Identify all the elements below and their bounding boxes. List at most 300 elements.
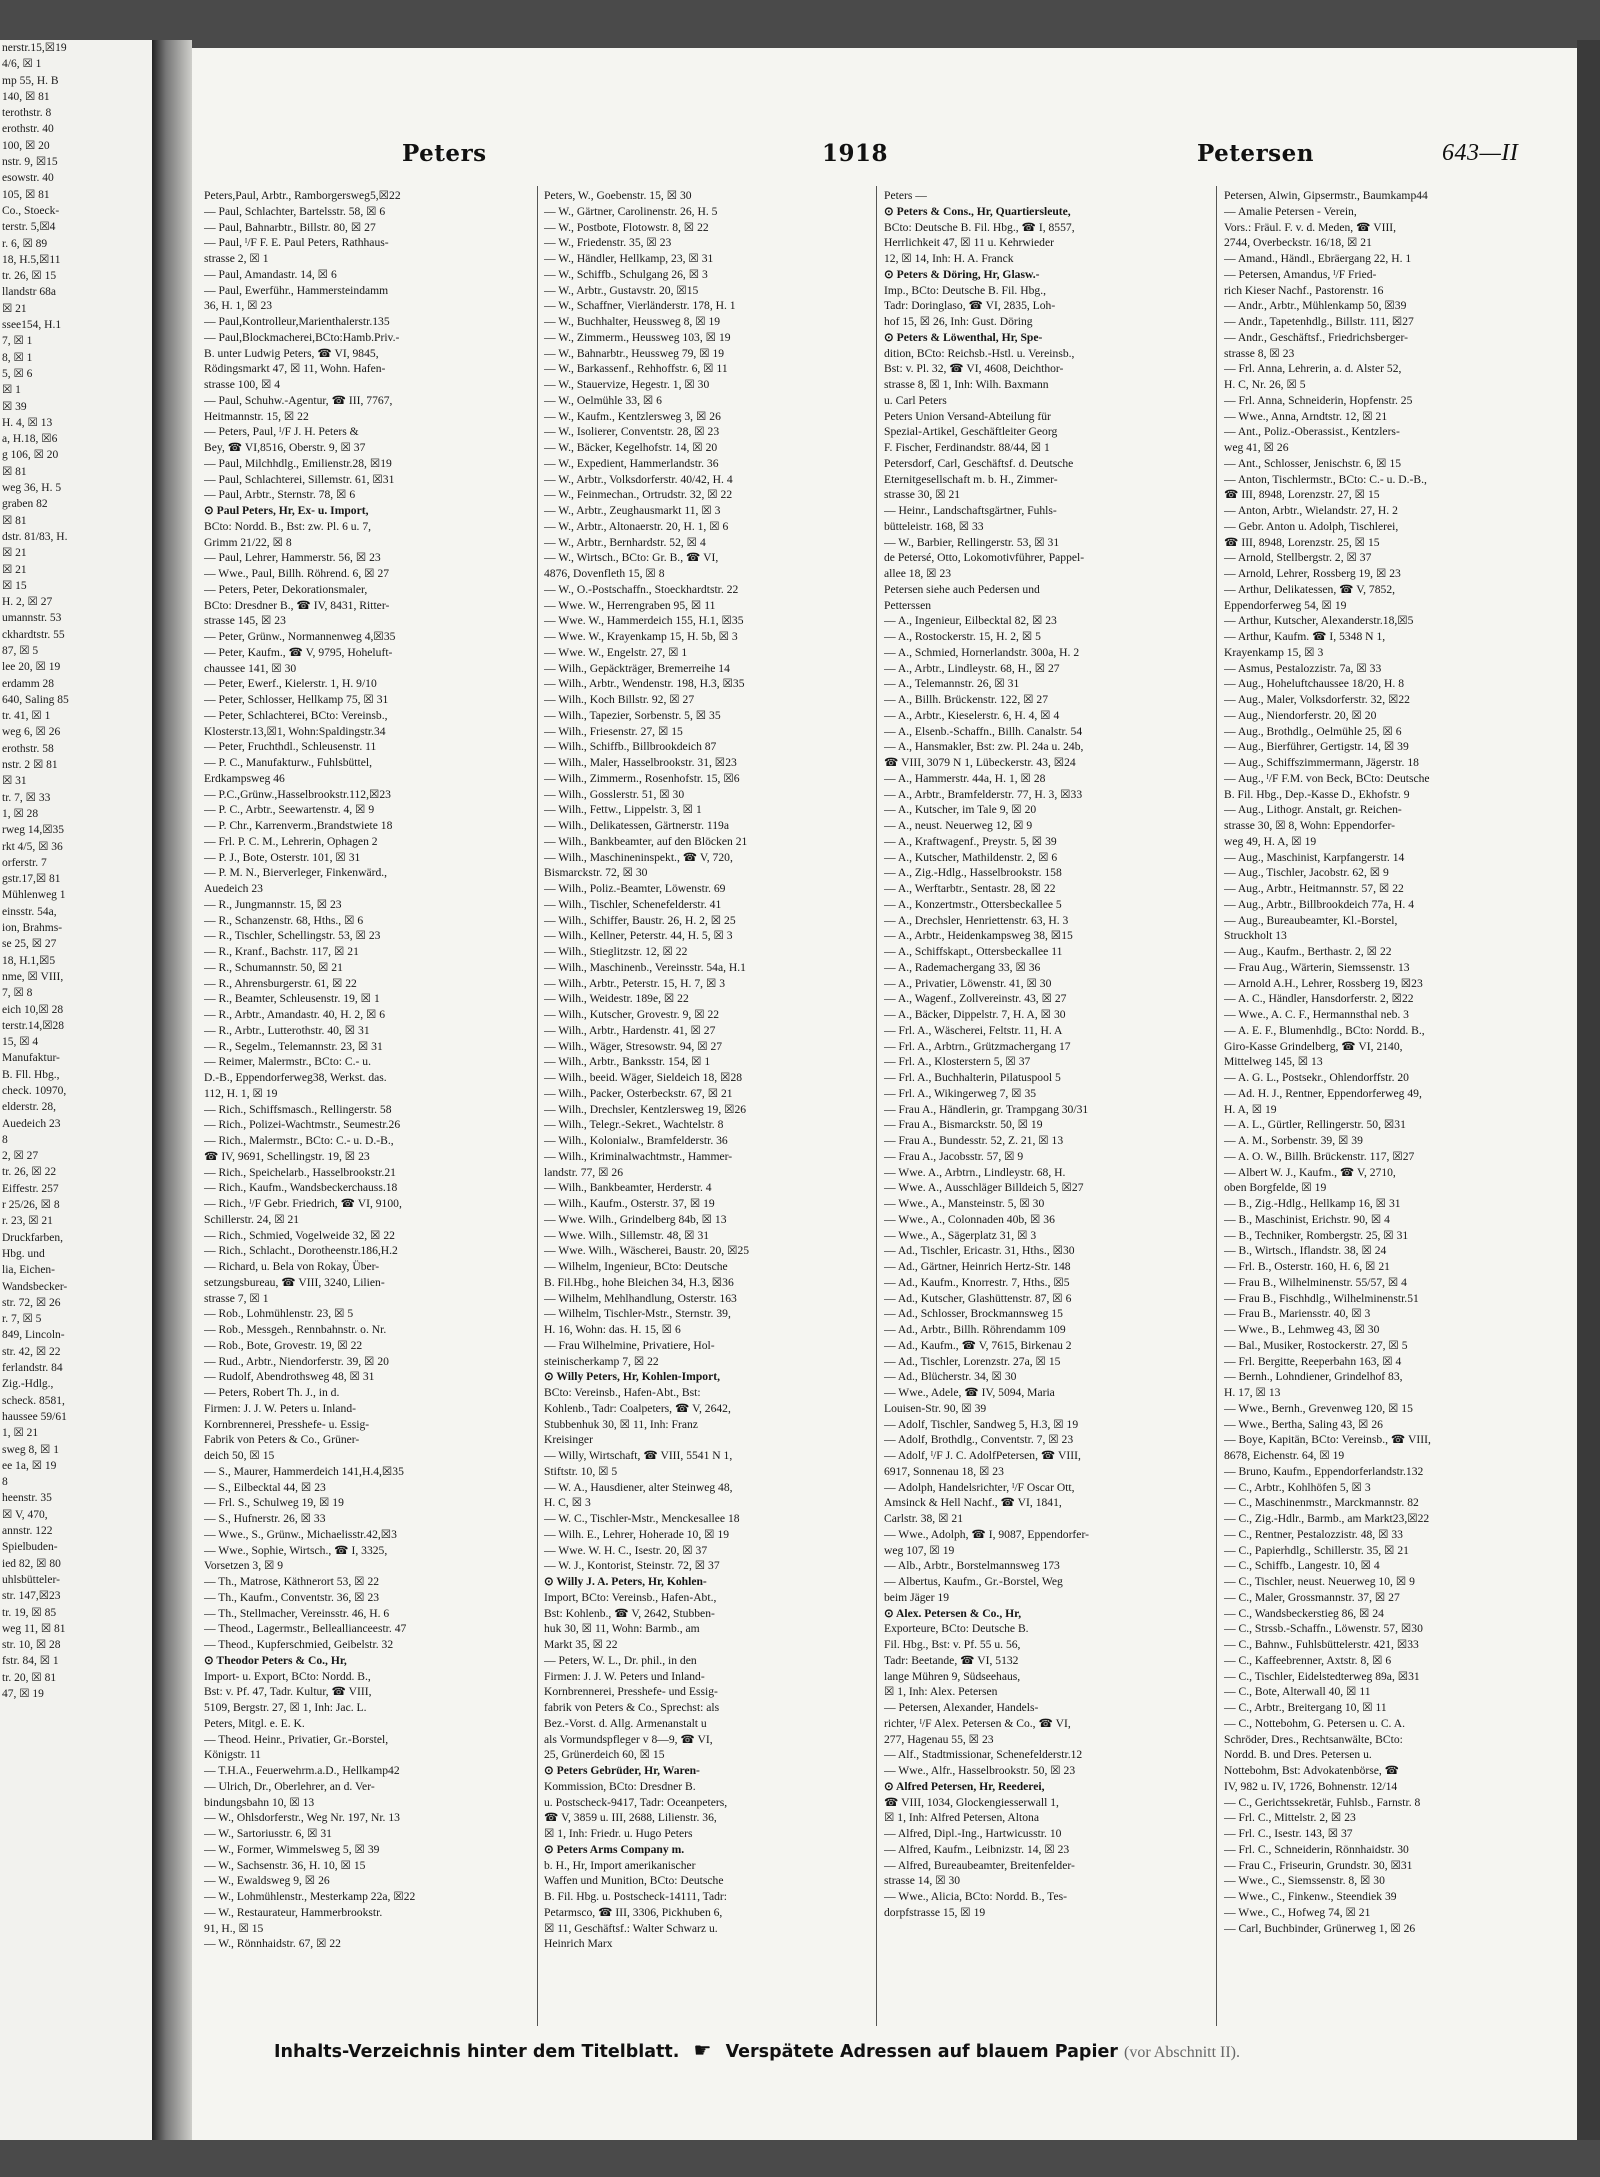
directory-entry: — A., Privatier, Löwenstr. 41, ☒ 30 — [884, 976, 1052, 990]
directory-entry: 91, H., ☒ 15 — [204, 1921, 264, 1935]
directory-entry: richter, ᴵ/F Alex. Petersen & Co., ☎ VI, — [884, 1716, 1071, 1730]
directory-entry: — C., Maschinenmstr., Marckmannstr. 82 — [1224, 1496, 1419, 1510]
directory-entry: — Wwe., C., Siemssenstr. 8, ☒ 30 — [1224, 1874, 1385, 1888]
left-page-line: ☒ 21 — [2, 302, 27, 315]
directory-entry: — C., Arbtr., Kohlhöfen 5, ☒ 3 — [1224, 1480, 1371, 1494]
directory-entry: H. 16, Wohn: das. H. 15, ☒ 6 — [544, 1323, 681, 1336]
directory-entry: — R., Ahrensburgerstr. 61, ☒ 22 — [204, 976, 357, 990]
directory-entry: — Rob., Messgeh., Rennbahnstr. o. Nr. — [204, 1323, 387, 1336]
directory-entry: — Arnold A.H., Lehrer, Rossberg 19, ☒23 — [1224, 976, 1423, 990]
directory-entry: Kreisinger — [544, 1433, 593, 1447]
directory-entry: — Aug., Kaufm., Berthastr. 2, ☒ 22 — [1224, 945, 1392, 958]
directory-entry: — Theod., Lagermstr., Belleallianceestr. 47 — [204, 1622, 407, 1636]
directory-entry: — S., Eilbecktal 44, ☒ 23 — [204, 1480, 326, 1494]
left-page-line: Co., Stoeck- — [2, 204, 60, 217]
directory-entry: — Wilh., beeid. Wäger, Sieldeich 18, ☒28 — [544, 1071, 743, 1084]
directory-entry: Rödingsmarkt 47, ☒ 11, Wohn. Hafen- — [204, 362, 386, 376]
left-page-line: nerstr.15,☒19 — [2, 42, 67, 54]
directory-entry: — A., Schmied, Hornerlandstr. 300a, H. 2 — [884, 645, 1080, 659]
directory-entry: — Petersen, Alexander, Handels- — [884, 1701, 1039, 1714]
left-page-line: ferlandstr. 84 — [2, 1362, 63, 1375]
directory-entry: Kommission, BCto: Dresdner B. — [544, 1779, 696, 1793]
footer-index-note: Inhalts-Verzeichnis hinter dem Titelblatt. — [274, 2042, 680, 2062]
directory-entry: — Peter, Schlachterei, BCto: Vereinsb., — [204, 708, 388, 722]
directory-entry: — B., Maschinist, Erichstr. 90, ☒ 4 — [1224, 1212, 1390, 1226]
directory-entry: — Wwe. Wilh., Wäscherei, Baustr. 20, ☒25 — [544, 1244, 750, 1258]
directory-entry: — A., Arbtr., Lindleystr. 68, H., ☒ 27 — [884, 661, 1060, 675]
directory-entry: — B., Techniker, Rombergstr. 25, ☒ 31 — [1224, 1228, 1409, 1242]
directory-entry: — W., Friedenstr. 35, ☒ 23 — [544, 236, 672, 250]
directory-entry: Imp., BCto: Deutsche B. Fil. Hbg., — [884, 283, 1046, 297]
directory-entry: dition, BCto: Reichsb.-Hstl. u. Vereinsb., — [884, 346, 1075, 360]
directory-entry: — Boye, Kapitän, BCto: Vereinsb., ☎ VIII, — [1224, 1433, 1431, 1447]
left-page-line: erothstr. 58 — [2, 742, 54, 755]
left-page-line: g 106, ☒ 20 — [2, 449, 59, 462]
directory-entry: — Aug., Bureaubeamter, Kl.-Borstel, — [1224, 913, 1398, 927]
directory-entry: — Paul,Kontrolleur,Marienthalerstr.135 — [204, 315, 390, 328]
directory-entry: bütteleistr. 168, ☒ 33 — [884, 519, 984, 533]
directory-entry: Markt 35, ☒ 22 — [544, 1638, 618, 1651]
directory-entry: — Frau A., Jacobsstr. 57, ☒ 9 — [884, 1149, 1024, 1163]
directory-entry: — R., Kranf., Bachstr. 117, ☒ 21 — [204, 945, 359, 958]
directory-entry: — Carl, Buchbinder, Grünerweg 1, ☒ 26 — [1224, 1921, 1416, 1935]
directory-entry: — Anton, Arbtr., Wielandstr. 27, H. 2 — [1224, 504, 1398, 517]
directory-entry: — Theod., Kupferschmied, Geibelstr. 32 — [204, 1638, 394, 1651]
left-page-line: weg 6, ☒ 26 — [2, 726, 61, 739]
directory-entry: — Wilhelm, Ingenieur, BCto: Deutsche — [544, 1260, 728, 1273]
directory-entry: — Adolf, Brothdlg., Conventstr. 7, ☒ 23 — [884, 1433, 1074, 1447]
directory-entry: Giro-Kasse Grindelberg, ☎ VI, 2140, — [1224, 1039, 1403, 1053]
directory-entry: als Vormundspfleger v 8—9, ☎ VI, — [544, 1732, 713, 1746]
directory-entry: — Aug., Maler, Volksdorferstr. 32, ☒22 — [1224, 693, 1410, 706]
left-page-line: 87, ☒ 5 — [2, 644, 39, 657]
directory-entry: — Wwe. W., Hammerdeich 155, H.1, ☒35 — [544, 614, 744, 628]
directory-entry: — Wilh., Kutscher, Grovestr. 9, ☒ 22 — [544, 1008, 720, 1021]
left-page-line: ied 82, ☒ 80 — [2, 1557, 61, 1570]
directory-entry: — Alfred, Dipl.-Ing., Hartwicusstr. 10 — [884, 1827, 1062, 1840]
directory-entry: — C., Papierhdlg., Schillerstr. 35, ☒ 21 — [1224, 1543, 1409, 1557]
directory-entry: — P. C., Arbtr., Seewartenstr. 4, ☒ 9 — [204, 803, 375, 817]
left-page-line: terothstr. 8 — [2, 107, 52, 120]
left-page-line: 1, ☒ 21 — [2, 1427, 39, 1440]
directory-entry: ☎ III, 8948, Lorenzstr. 27, ☒ 15 — [1224, 488, 1380, 502]
directory-entry: — A. O. W., Billh. Brückenstr. 117, ☒27 — [1224, 1149, 1415, 1163]
left-page-line: Eiffestr. 257 — [2, 1182, 59, 1195]
directory-entry: — R., Jungmannstr. 15, ☒ 23 — [204, 897, 342, 911]
directory-entry: — Paul, Schlachter, Bartelsstr. 58, ☒ 6 — [204, 204, 386, 218]
directory-entry: — C., Nottebohm, G. Petersen u. C. A. — [1224, 1716, 1405, 1730]
column-rule — [537, 186, 538, 2026]
directory-entry: — Wwe., Alfr., Hasselbrookstr. 50, ☒ 23 — [884, 1764, 1076, 1777]
directory-entry: — A., Hansmakler, Bst: zw. Pl. 24a u. 24b, — [884, 740, 1084, 754]
left-page-line: ckhardtstr. 55 — [2, 628, 65, 641]
directory-entry: — Peters, Peter, Dekorationsmaler, — [204, 582, 368, 596]
directory-entry: — Ant., Schlosser, Jenischstr. 6, ☒ 15 — [1224, 456, 1402, 470]
column-3 — [884, 188, 1210, 2028]
directory-entry: — Paul, Ewerführ., Hammersteindamm — [204, 283, 389, 297]
directory-entry: — Wilh., Tischler, Schenefelderstr. 41 — [544, 897, 722, 911]
directory-entry: Heinrich Marx — [544, 1937, 613, 1951]
left-page-line: umannstr. 53 — [2, 612, 62, 625]
directory-entry: — Aug., Maschinist, Karpfangerstr. 14 — [1224, 850, 1405, 864]
left-page-line: r. 7, ☒ 5 — [2, 1313, 42, 1326]
directory-entry: — Rud., Arbtr., Niendorferstr. 39, ☒ 20 — [204, 1354, 389, 1368]
directory-entry: — Wilh., Schiffb., Billbrookdeich 87 — [544, 740, 717, 754]
directory-entry: Waffen und Munition, BCto: Deutsche — [544, 1874, 724, 1888]
directory-entry: Bst: Kohlenb., ☎ V, 2642, Stubben- — [544, 1606, 715, 1620]
directory-entry: — Arnold, Lehrer, Rossberg 19, ☒ 23 — [1224, 567, 1401, 580]
directory-entry: Stubbenhuk 30, ☒ 11, Inh: Franz — [544, 1417, 698, 1431]
directory-entry: — Andr., Geschäftsf., Friedrichsberger- — [1224, 330, 1409, 344]
directory-entry: IV, 982 u. IV, 1726, Bohnenstr. 12/14 — [1224, 1779, 1398, 1793]
directory-entry: ⊙ Paul Peters, Hr, Ex- u. Import, — [204, 504, 369, 517]
directory-entry: ☒ 11, Geschäftsf.: Walter Schwarz u. — [544, 1921, 718, 1935]
directory-entry: — Wilh., Arbtr., Hardenstr. 41, ☒ 27 — [544, 1023, 716, 1037]
directory-entry: Klosterstr.13,☒1, Wohn:Spaldingstr.34 — [204, 724, 386, 738]
directory-entry: — Alfred, Kaufm., Leibnizstr. 14, ☒ 23 — [884, 1842, 1070, 1856]
directory-entry: Petterssen — [884, 598, 932, 612]
header-right-name: Petersen — [1197, 140, 1314, 167]
directory-entry: — C., Rentner, Pestalozzistr. 48, ☒ 33 — [1224, 1527, 1403, 1541]
directory-entry: Spezial-Artikel, Geschäftleiter Georg — [884, 425, 1058, 439]
left-page-line: 47, ☒ 19 — [2, 1687, 44, 1700]
directory-entry: Nottebohm, Bst: Advokatenbörse, ☎ — [1224, 1764, 1400, 1777]
directory-entry: — Wwe. A., Arbtrn., Lindleystr. 68, H. — [884, 1165, 1066, 1179]
directory-entry: — Rob., Lohmühlenstr. 23, ☒ 5 — [204, 1307, 354, 1321]
directory-entry: — Wwe., A., Colonnaden 40b, ☒ 36 — [884, 1212, 1055, 1226]
directory-entry: Schillerstr. 24, ☒ 21 — [204, 1212, 300, 1226]
directory-entry: — Wwe., C., Finkenw., Steendiek 39 — [1224, 1890, 1397, 1903]
directory-entry: — Peter, Schlosser, Hellkamp 75, ☒ 31 — [204, 693, 389, 706]
left-page-line: se 25, ☒ 27 — [2, 938, 57, 951]
directory-entry: — Wilh., Wäger, Stresowstr. 94, ☒ 27 — [544, 1039, 723, 1053]
directory-entry: — Adolf, Tischler, Sandweg 5, H.3, ☒ 19 — [884, 1417, 1079, 1431]
directory-entry: — Wwe., Adolph, ☎ I, 9087, Eppendorfer- — [884, 1527, 1089, 1541]
directory-entry: — Wilh., Fettw., Lippelstr. 3, ☒ 1 — [544, 803, 702, 817]
directory-entry: — A., Kutscher, Mathildenstr. 2, ☒ 6 — [884, 850, 1058, 864]
pointing-hand-icon: ☛ — [693, 2038, 712, 2062]
directory-entry: — A., neust. Neuerweg 12, ☒ 9 — [884, 819, 1033, 832]
left-page-line: nstr. 2 ☒ 81 — [2, 759, 58, 772]
directory-entry: — A. E. F., Blumenhdlg., BCto: Nordd. B., — [1224, 1023, 1425, 1037]
left-page-line: 8, ☒ 1 — [2, 351, 33, 364]
directory-entry: — Frl. A., Wikingerweg 7, ☒ 35 — [884, 1086, 1037, 1100]
left-page-line: tr. 20, ☒ 81 — [2, 1671, 57, 1684]
directory-entry: huk 30, ☒ 11, Wohn: Barmb., am — [544, 1622, 700, 1636]
directory-entry: de Petersé, Otto, Lokomotivführer, Pappel- — [884, 551, 1085, 565]
directory-entry: Bez.-Vorst. d. Allg. Armenanstalt u — [544, 1716, 707, 1730]
directory-entry: — A., Telemannstr. 26, ☒ 31 — [884, 677, 1020, 691]
directory-entry: — Paul, Arbtr., Sternstr. 78, ☒ 6 — [204, 488, 356, 502]
directory-entry: — W., Barbier, Rellingerstr. 53, ☒ 31 — [884, 535, 1060, 549]
directory-entry: — Rich., Polizei-Wachtmstr., Seumestr.26 — [204, 1118, 401, 1132]
directory-entry: Kornbrennerei, Presshefe- u. Essig- — [204, 1417, 370, 1431]
directory-entry: Peters — — [884, 189, 927, 202]
directory-entry: — Wilhelm, Mehlhandlung, Osterstr. 163 — [544, 1291, 737, 1305]
left-page-line: ☒ V, 470, — [2, 1508, 48, 1521]
directory-entry: — P.C.,Grünw.,Hasselbrookstr.112,☒23 — [204, 787, 391, 801]
left-page-line: Wandsbecker- — [2, 1280, 68, 1293]
left-page-line: fstr. 84, ☒ 1 — [2, 1655, 59, 1668]
directory-entry: — Arthur, Delikatessen, ☎ V, 7852, — [1224, 582, 1396, 596]
directory-entry: — Wwe., Alicia, BCto: Nordd. B., Tes- — [884, 1890, 1067, 1903]
directory-entry: — P. Chr., Karrenverm.,Brandstwiete 18 — [204, 819, 393, 832]
directory-entry: Eternitgesellschaft m. b. H., Zimmer- — [884, 472, 1058, 486]
directory-entry: ☒ 1, Inh: Alfred Petersen, Altona — [884, 1811, 1039, 1825]
directory-entry: — Paul, Amandastr. 14, ☒ 6 — [204, 267, 337, 281]
directory-entry: — W., Händler, Hellkamp, 23, ☒ 31 — [544, 252, 714, 265]
directory-entry: — Wilhelm, Tischler-Mstr., Sternstr. 39, — [544, 1307, 731, 1321]
directory-entry: — Wilh., Maschinenb., Vereinsstr. 54a, H.1 — [544, 960, 746, 974]
directory-entry: — R., Arbtr., Lutterothstr. 40, ☒ 31 — [204, 1023, 370, 1037]
directory-entry: — Th., Stellmacher, Vereinsstr. 46, H. 6 — [204, 1606, 390, 1620]
directory-entry: — Wwe. A., Ausschläger Billdeich 5, ☒27 — [884, 1181, 1084, 1195]
directory-entry: — W., Ewaldsweg 9, ☒ 26 — [204, 1874, 330, 1888]
directory-entry: — Paul, Lehrer, Hammerstr. 56, ☒ 23 — [204, 551, 381, 565]
directory-entry: — Paul, Milchhdlg., Emilienstr.28, ☒19 — [204, 456, 392, 470]
directory-entry: 12, ☒ 14, Inh: H. A. Franck — [884, 252, 1014, 265]
directory-entry: Königstr. 11 — [204, 1748, 261, 1762]
directory-entry: — W., Arbtr., Volksdorferstr. 40/42, H. 4 — [544, 472, 733, 486]
left-page-line: Hbg. und — [2, 1247, 45, 1260]
directory-entry: — W., Former, Wimmelsweg 5, ☒ 39 — [204, 1842, 380, 1856]
directory-entry: — B., Wirtsch., Iflandstr. 38, ☒ 24 — [1224, 1244, 1387, 1258]
directory-entry: — A., Rostockerstr. 15, H. 2, ☒ 5 — [884, 630, 1041, 643]
directory-entry: — R., Tischler, Schellingstr. 53, ☒ 23 — [204, 929, 381, 943]
directory-entry: — Wilh., Packer, Osterbeckstr. 67, ☒ 21 — [544, 1086, 733, 1100]
left-page-line: ☒ 81 — [2, 465, 27, 478]
directory-entry: Tadr: Doringlaso, ☎ VI, 2835, Loh- — [884, 299, 1056, 313]
directory-entry: — W., Sachsenstr. 36, H. 10, ☒ 15 — [204, 1858, 366, 1872]
directory-entry: u. Carl Peters — [884, 393, 947, 407]
directory-entry: — Wilh., Poliz.-Beamter, Löwenstr. 69 — [544, 882, 726, 895]
directory-entry: B. Fil.Hbg., hohe Bleichen 34, H.3, ☒36 — [544, 1275, 734, 1289]
directory-entry: deich 50, ☒ 15 — [204, 1449, 275, 1462]
directory-entry: ☒ 1, Inh: Alex. Petersen — [884, 1685, 998, 1699]
left-page-line: einsstr. 54a, — [2, 905, 57, 918]
directory-entry: — Peter, Fruchthdl., Schleusenstr. 11 — [204, 740, 377, 754]
directory-entry: Auedeich 23 — [204, 882, 263, 895]
directory-entry: — R., Beamter, Schleusenstr. 19, ☒ 1 — [204, 992, 380, 1006]
left-page-line: gstr.17,☒ 81 — [2, 873, 61, 886]
directory-entry: — Wilh., Gepäckträger, Bremerreihe 14 — [544, 661, 730, 675]
directory-entry: — Heinr., Landschaftsgärtner, Fuhls- — [884, 504, 1057, 517]
left-page-line: rkt 4/5, ☒ 36 — [2, 840, 63, 853]
directory-entry: Louisen-Str. 90, ☒ 39 — [884, 1401, 987, 1415]
directory-entry: ⊙ Peters Arms Company m. — [544, 1842, 685, 1856]
directory-entry: strasse 8, ☒ 23 — [1224, 346, 1295, 360]
directory-entry: — Aug., Lithogr. Anstalt, gr. Reichen- — [1224, 803, 1402, 817]
left-page-line: check. 10970, — [2, 1085, 67, 1097]
directory-entry: Firmen: J. J. W. Peters u. Inland- — [204, 1401, 356, 1415]
directory-entry: — Ad., Tischler, Lorenzstr. 27a, ☒ 15 — [884, 1354, 1061, 1368]
left-page-line: 2, ☒ 27 — [2, 1150, 39, 1163]
column-4 — [1224, 188, 1544, 2028]
directory-entry: — Paul, Schlachterei, Sillemstr. 61, ☒31 — [204, 472, 395, 486]
directory-entry: — Theod. Heinr., Privatier, Gr.-Borstel, — [204, 1732, 389, 1746]
left-page-line: elderstr. 28, — [2, 1101, 56, 1114]
left-page-line: r 25/26, ☒ 8 — [2, 1199, 60, 1212]
directory-entry: — Frl. B., Osterstr. 160, H. 6, ☒ 21 — [1224, 1260, 1390, 1273]
directory-entry: — P. J., Bote, Osterstr. 101, ☒ 31 — [204, 850, 361, 864]
directory-entry: — Frau C., Friseurin, Grundstr. 30, ☒31 — [1224, 1858, 1413, 1872]
directory-entry: Kornbrennerei, Presshefe- und Essig- — [544, 1685, 718, 1699]
directory-entry: — R., Segelm., Telemannstr. 23, ☒ 31 — [204, 1039, 383, 1053]
directory-entry: — Arthur, Kutscher, Alexanderstr.18,☒5 — [1224, 614, 1414, 628]
directory-entry: — Ant., Poliz.-Oberassist., Kentzlers- — [1224, 425, 1400, 439]
directory-entry: — Peter, Ewerf., Kielerstr. 1, H. 9/10 — [204, 677, 377, 691]
directory-entry: — W., Isolierer, Conventstr. 28, ☒ 23 — [544, 425, 720, 439]
left-page-line: Auedeich 23 — [2, 1117, 61, 1130]
directory-entry: — Alfred, Bureaubeamter, Breitenfelder- — [884, 1858, 1075, 1872]
left-page-line: graben 82 — [2, 498, 48, 511]
directory-entry: — C., Kaffeebrenner, Axtstr. 8, ☒ 6 — [1224, 1653, 1392, 1667]
directory-entry: — B., Zig.-Hdlg., Hellkamp 16, ☒ 31 — [1224, 1197, 1401, 1210]
directory-entry: — S., Maurer, Hammerdeich 141,H.4,☒35 — [204, 1464, 404, 1478]
directory-entry: Peters, Mitgl. e. E. K. — [204, 1716, 305, 1730]
directory-entry: H. A, ☒ 19 — [1224, 1102, 1277, 1116]
directory-entry: — Ad., Blücherstr. 34, ☒ 30 — [884, 1370, 1017, 1384]
directory-entry: Heitmannstr. 15, ☒ 22 — [204, 409, 309, 423]
column-1 — [204, 188, 530, 2028]
directory-entry: — R., Schumannstr. 50, ☒ 21 — [204, 960, 343, 974]
directory-entry: — Paul, ᴵ/F F. E. Paul Peters, Rathhaus- — [204, 236, 389, 250]
directory-entry: — A., Hammerstr. 44a, H. 1, ☒ 28 — [884, 771, 1046, 785]
directory-entry: — Wwe., Paul, Billh. Röhrend. 6, ☒ 27 — [204, 567, 390, 580]
directory-entry: — Wwe., A., Sägerplatz 31, ☒ 3 — [884, 1228, 1037, 1242]
directory-entry: — Wilh., Drechsler, Kentzlersweg 19, ☒26 — [544, 1102, 747, 1116]
directory-entry: — Frl. A., Buchhalterin, Pilatuspool 5 — [884, 1071, 1061, 1084]
directory-entry: — Rich., Schiffsmasch., Rellingerstr. 58 — [204, 1102, 392, 1116]
directory-entry: landstr. 77, ☒ 26 — [544, 1165, 623, 1179]
directory-entry: Vors.: Fräul. F. v. d. Meden, ☎ VIII, — [1224, 220, 1397, 234]
scan-edge — [1577, 40, 1600, 2140]
left-page-line: Mühlenweg 1 — [2, 889, 66, 902]
left-page-line: weg 11, ☒ 81 — [2, 1622, 66, 1635]
left-page-line: r. 6, ☒ 89 — [2, 237, 48, 250]
directory-entry: — Reimer, Malermstr., BCto: C.- u. — [204, 1055, 371, 1069]
directory-entry: u. Postscheck-9417, Tadr: Oceanpeters, — [544, 1795, 728, 1809]
left-page-line: 5, ☒ 6 — [2, 367, 33, 380]
directory-entry: — Paul,Blockmacherei,BCto:Hamb.Priv.- — [204, 330, 400, 344]
directory-entry: ⊙ Willy Peters, Hr, Kohlen-Import, — [544, 1370, 720, 1384]
directory-entry: — Wilh., Gosslerstr. 51, ☒ 30 — [544, 787, 685, 801]
left-page-line: ☒ 31 — [2, 775, 27, 788]
directory-entry: — Rich., Schlacht., Dorotheenstr.186,H.2 — [204, 1244, 398, 1258]
directory-entry: — Aug., Brothdlg., Oelmühle 25, ☒ 6 — [1224, 724, 1402, 738]
directory-entry: — Frl. C., Mittelstr. 2, ☒ 23 — [1224, 1811, 1356, 1825]
directory-entry: ⊙ Willy J. A. Peters, Hr, Kohlen- — [544, 1575, 707, 1588]
directory-entry: — Aug., Bierführer, Gertigstr. 14, ☒ 39 — [1224, 740, 1409, 754]
directory-entry: — W., Arbtr., Zeughausmarkt 11, ☒ 3 — [544, 504, 721, 517]
directory-entry: — Ad., Kaufm., ☎ V, 7615, Birkenau 2 — [884, 1338, 1072, 1352]
left-page-line: tr. 41, ☒ 1 — [2, 710, 51, 723]
left-page-line: 18, H.1,☒5 — [2, 954, 56, 967]
left-page-line: ssee154, H.1 — [2, 319, 62, 332]
directory-entry: rich Kieser Nachf., Pastorenstr. 16 — [1224, 283, 1384, 297]
left-page-line: 1, ☒ 28 — [2, 807, 39, 820]
directory-entry: — Wilh., Weidestr. 189e, ☒ 22 — [544, 992, 689, 1006]
directory-entry: — P. M. N., Bierverleger, Finkenwärd., — [204, 866, 388, 880]
directory-entry: chaussee 141, ☒ 30 — [204, 661, 297, 675]
left-page-line: H. 4, ☒ 13 — [2, 416, 53, 429]
directory-entry: — W., Arbtr., Gustavstr. 20, ☒15 — [544, 283, 699, 297]
directory-entry: beim Jäger 19 — [884, 1590, 950, 1604]
header-year: 1918 — [822, 140, 889, 167]
left-page-line: a, H.18, ☒6 — [2, 433, 58, 446]
directory-entry: strasse 30, ☒ 8, Wohn: Eppendorfer- — [1224, 819, 1395, 832]
left-page-line: orferstr. 7 — [2, 856, 47, 869]
directory-entry: — Wwe., Sophie, Wirtsch., ☎ I, 3325, — [204, 1543, 388, 1557]
directory-entry: Amsinck & Hell Nachf., ☎ VI, 1841, — [884, 1496, 1062, 1510]
left-page-line: uhlsbütteler- — [2, 1573, 60, 1586]
directory-entry: H. C, Nr. 26, ☒ 5 — [1224, 378, 1306, 391]
directory-entry: Petersdorf, Carl, Geschäftsf. d. Deutsche — [884, 456, 1074, 470]
directory-entry: — W., O.-Postschaffn., Stoeckhardtstr. 22 — [544, 582, 739, 596]
directory-entry: hof 15, ☒ 26, Inh: Gust. Döring — [884, 315, 1033, 328]
directory-entry: 277, Hagenau 55, ☒ 23 — [884, 1732, 994, 1746]
directory-entry: — Wwe. Wilh., Sillemstr. 48, ☒ 31 — [544, 1228, 710, 1242]
directory-entry: — Frl. Bergitte, Reeperbahn 163, ☒ 4 — [1224, 1354, 1402, 1368]
left-page-line: 4/6, ☒ 1 — [2, 58, 42, 71]
directory-entry: — Adolph, Handelsrichter, ᴵ/F Oscar Ott, — [884, 1480, 1075, 1494]
directory-entry: Peters, W., Goebenstr. 15, ☒ 30 — [544, 189, 692, 202]
left-page-line: tr. 26, ☒ 15 — [2, 270, 57, 283]
directory-entry: — A., Kraftwagenf., Preystr. 5, ☒ 39 — [884, 834, 1057, 848]
directory-entry: — C., Wandsbeckerstieg 86, ☒ 24 — [1224, 1606, 1384, 1620]
directory-entry: — W., Gärtner, Carolinenstr. 26, H. 5 — [544, 204, 718, 218]
directory-entry: 6917, Sonnenau 18, ☒ 23 — [884, 1464, 1004, 1478]
directory-entry: — Aug., Schiffszimmermann, Jägerstr. 18 — [1224, 756, 1419, 769]
directory-entry: Bismarckstr. 72, ☒ 30 — [544, 866, 648, 880]
directory-entry: — T.H.A., Feuerwehrm.a.D., Hellkamp42 — [204, 1764, 400, 1777]
directory-entry: D.-B., Eppendorferweg38, Werkst. das. — [204, 1071, 387, 1084]
directory-entry: — Wwe. W., Herrengraben 95, ☒ 11 — [544, 598, 716, 612]
directory-entry: — W., Rönnhaidstr. 67, ☒ 22 — [204, 1937, 341, 1951]
directory-entry: — Petersen, Amandus, ᴵ/F Fried- — [1224, 267, 1377, 281]
directory-entry: — Peters, Paul, ᴵ/F J. H. Peters & — [204, 425, 359, 439]
directory-entry: — Wilh., Kaufm., Osterstr. 37, ☒ 19 — [544, 1197, 715, 1210]
directory-entry: ⊙ Theodor Peters & Co., Hr, — [204, 1653, 347, 1667]
directory-entry: — Frau A., Bismarckstr. 50, ☒ 19 — [884, 1118, 1043, 1132]
directory-entry: Eppendorferweg 54, ☒ 19 — [1224, 598, 1347, 612]
directory-entry: 36, H. 1, ☒ 23 — [204, 299, 273, 313]
directory-entry: — Anton, Tischlermstr., BCto: C.- u. D.-B., — [1224, 472, 1427, 486]
directory-entry: strasse 7, ☒ 1 — [204, 1291, 269, 1305]
directory-entry: Peters,Paul, Arbtr., Ramborgersweg5,☒22 — [204, 189, 401, 202]
left-page-line: lia, Eichen- — [2, 1264, 56, 1277]
directory-entry: — Paul, Bahnarbtr., Billstr. 80, ☒ 27 — [204, 220, 376, 234]
directory-entry: — Wilh., Kolonialw., Bramfelderstr. 36 — [544, 1134, 728, 1147]
directory-entry: BCto: Vereinsb., Hafen-Abt., Bst: — [544, 1386, 701, 1399]
directory-entry: — Peter, Kaufm., ☎ V, 9795, Hoheluft- — [204, 645, 393, 659]
left-page-line: ion, Brahms- — [2, 922, 63, 935]
left-page-line: weg 36, H. 5 — [2, 482, 62, 495]
left-page-line: rweg 14,☒35 — [2, 824, 65, 837]
directory-entry: weg 107, ☒ 19 — [884, 1543, 955, 1557]
directory-entry: — Wilh., Arbtr., Wendenstr. 198, H.3, ☒35 — [544, 677, 745, 691]
directory-entry: — Wilh., Koch Billstr. 92, ☒ 27 — [544, 693, 695, 706]
left-page-line: B. Fll. Hbg., — [2, 1068, 60, 1081]
directory-entry: steinischerkamp 7, ☒ 22 — [544, 1354, 659, 1368]
directory-entry: ☎ IV, 9691, Schellingstr. 19, ☒ 23 — [204, 1149, 370, 1163]
directory-entry: b. H., Hr, Import amerikanischer — [544, 1858, 696, 1872]
left-page-line: annstr. 122 — [2, 1525, 53, 1538]
left-page-line: 8 — [2, 1133, 8, 1146]
directory-entry: — Wwe., A., Mansteinstr. 5, ☒ 30 — [884, 1197, 1045, 1210]
directory-entry: — A., Werftarbtr., Sentastr. 28, ☒ 22 — [884, 882, 1056, 895]
directory-entry: — W., Schiffb., Schulgang 26, ☒ 3 — [544, 267, 708, 281]
